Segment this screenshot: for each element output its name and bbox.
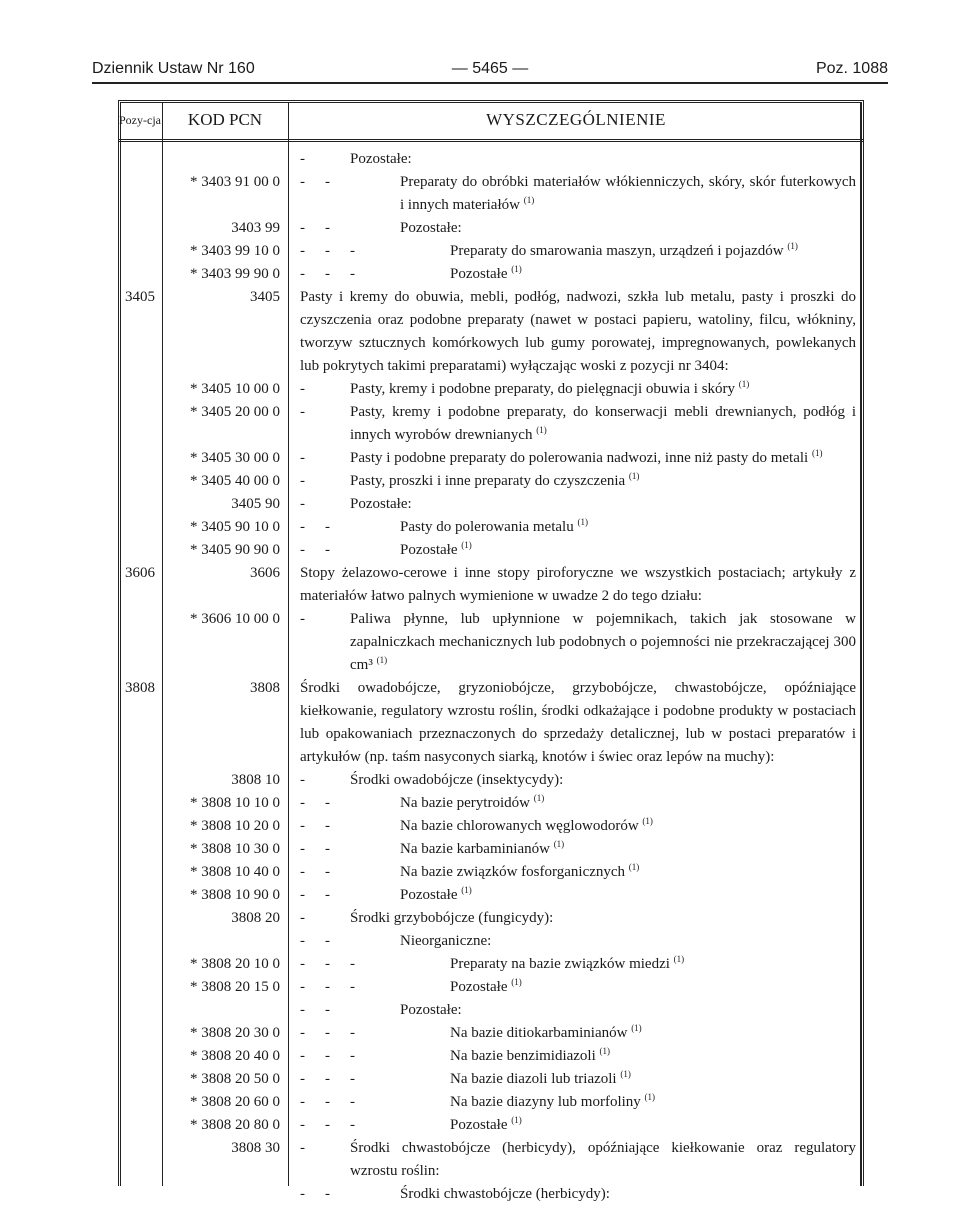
row-description-text: Preparaty do smarowania maszyn, urządzeń i pojazdów (450, 243, 784, 259)
footnote-marker: (1) (511, 1115, 522, 1125)
indent-dashes: - - - (300, 266, 355, 282)
row-code: * 3808 10 40 0 (190, 864, 280, 880)
row-description-text: Na bazie benzimidiazoli (450, 1048, 596, 1064)
row-code: * 3405 90 90 0 (190, 542, 280, 558)
table-row (0, 539, 960, 562)
row-description (350, 378, 856, 401)
header-rule (92, 82, 888, 84)
table-row (0, 562, 960, 608)
row-code: * 3808 20 30 0 (190, 1025, 280, 1041)
row-description-text: Pozostałe (450, 1117, 508, 1133)
footnote-marker: (1) (738, 379, 750, 389)
row-description-text: Na bazie chlorowanych węglowodorów (400, 818, 639, 834)
table-row (0, 401, 960, 447)
row-description (350, 493, 856, 516)
row-code: * 3808 10 30 0 (190, 841, 280, 857)
row-description (400, 930, 856, 953)
row-description (400, 815, 856, 838)
footnote-marker: (1) (599, 1046, 611, 1056)
row-description (400, 1183, 856, 1206)
row-code: * 3606 10 00 0 (190, 611, 280, 627)
table-row (0, 861, 960, 884)
column-header-position: Pozy-cja (118, 100, 162, 142)
indent-dashes: - - (300, 174, 330, 190)
footnote-marker: (1) (620, 1069, 631, 1079)
footnote-marker: (1) (536, 425, 547, 435)
indent-dashes: - - (300, 841, 330, 857)
page-header (92, 60, 888, 84)
row-description-text: Pasty, kremy i podobne preparaty, do pielęgnacji obuwia i skóry (350, 381, 736, 397)
row-description-text: Pozostałe (450, 266, 508, 282)
table-row (0, 999, 960, 1022)
table-row (0, 493, 960, 516)
row-description-text: Środki owadobójcze (insektycydy): (350, 772, 564, 788)
table-row (0, 148, 960, 171)
row-code: 3403 99 (231, 220, 280, 236)
row-description (400, 999, 856, 1022)
row-code: 3405 90 (231, 496, 280, 512)
row-description (400, 516, 856, 539)
table-row (0, 976, 960, 999)
indent-dashes: - - (300, 864, 330, 880)
row-description (350, 769, 856, 792)
row-code: 3606 (250, 565, 280, 581)
table-row (0, 516, 960, 539)
row-code: 3808 (250, 680, 280, 696)
table-row (0, 1137, 960, 1183)
row-description-text: Środki grzybobójcze (fungicydy): (350, 910, 554, 926)
row-code: * 3403 99 90 0 (190, 266, 280, 282)
table-row (0, 769, 960, 792)
indent-dashes: - - (300, 1186, 330, 1202)
row-description-text: Pozostałe (450, 979, 508, 995)
row-description (450, 976, 856, 999)
row-code: * 3405 30 00 0 (190, 450, 280, 466)
row-code: * 3808 20 50 0 (190, 1071, 280, 1087)
footnote-marker: (1) (461, 540, 472, 550)
row-description (450, 1114, 856, 1137)
footnote-marker: (1) (787, 241, 798, 251)
row-description (450, 263, 856, 286)
row-code: 3808 20 (231, 910, 280, 926)
indent-dashes: - (300, 151, 305, 167)
row-code: * 3808 20 40 0 (190, 1048, 280, 1064)
row-code: * 3405 40 00 0 (190, 473, 280, 489)
row-description (350, 907, 856, 930)
row-description-text: Pasty, proszki i inne preparaty do czyszczenia (350, 473, 626, 489)
footnote-marker: (1) (511, 977, 522, 987)
indent-dashes: - (300, 473, 305, 489)
indent-dashes: - - - (300, 1071, 355, 1087)
footnote-marker: (1) (461, 885, 472, 895)
row-description (300, 562, 856, 608)
row-description-text: Pasty, kremy i podobne preparaty, do konserwacji mebli drewnianych, podłóg i innych wyrobów drewnianych (350, 404, 856, 443)
indent-dashes: - - (300, 1002, 330, 1018)
row-description-text: Pozostałe: (400, 1002, 462, 1018)
indent-dashes: - - (300, 220, 330, 236)
indent-dashes: - - - (300, 1025, 355, 1041)
row-description (400, 838, 856, 861)
row-description-text: Nieorganiczne: (400, 933, 492, 949)
row-description (400, 861, 856, 884)
table-row (0, 884, 960, 907)
row-code: * 3808 20 15 0 (190, 979, 280, 995)
column-header-description: WYSZCZEGÓLNIENIE (288, 100, 864, 142)
indent-dashes: - - - (300, 1048, 355, 1064)
row-description (400, 171, 856, 217)
row-description (350, 401, 856, 447)
page-number: — 5465 — (451, 60, 529, 77)
indent-dashes: - - (300, 933, 330, 949)
row-code: * 3808 10 10 0 (190, 795, 280, 811)
footnote-marker: (1) (577, 517, 588, 527)
position-number: Poz. 1088 (815, 60, 888, 77)
table-row (0, 470, 960, 493)
row-description-text: Środki chwastobójcze (herbicydy): (400, 1186, 610, 1202)
row-code: * 3808 20 60 0 (190, 1094, 280, 1110)
indent-dashes: - (300, 1140, 305, 1156)
footnote-marker: (1) (631, 1023, 642, 1033)
row-code: * 3808 20 10 0 (190, 956, 280, 972)
table-row (0, 378, 960, 401)
row-description-text: Pozostałe: (350, 151, 412, 167)
table-row (0, 240, 960, 263)
footnote-marker: (1) (533, 793, 545, 803)
row-description (400, 792, 856, 815)
row-code: * 3808 10 90 0 (190, 887, 280, 903)
row-description (450, 1068, 856, 1091)
row-description-text: Pasty i kremy do obuwia, mebli, podłóg, nadwozi, szkła lub metalu, pasty i proszki do czyszczenia oraz podobne preparaty (nawet w postaci papieru, watoliny, filcu, włókniny, tworzyw sztucznych komórkowych lub gumy porowatej, impregnowanych, powlekanych lub pokrytych takimi preparatami) wyłączając woski z pozycji nr 3404: (300, 289, 856, 374)
indent-dashes: - - (300, 519, 330, 535)
indent-dashes: - (300, 404, 305, 420)
row-description (300, 677, 856, 769)
row-description (350, 470, 856, 493)
table-row (0, 286, 960, 378)
row-description (400, 539, 856, 562)
table-row (0, 792, 960, 815)
footnote-marker: (1) (811, 448, 823, 458)
indent-dashes: - (300, 450, 305, 466)
row-description-text: Na bazie ditiokarbaminianów (450, 1025, 628, 1041)
table-row (0, 1091, 960, 1114)
table-row (0, 1183, 960, 1206)
row-description-text: Środki chwastobójcze (herbicydy), opóźniające kiełkowanie oraz regulatory wzrostu roślin: (350, 1140, 856, 1179)
table-row (0, 1045, 960, 1068)
row-code: * 3403 91 00 0 (190, 174, 280, 190)
row-description-text: Na bazie związków fosforganicznych (400, 864, 626, 880)
footnote-marker: (1) (553, 839, 565, 849)
indent-dashes: - (300, 772, 305, 788)
row-code: * 3403 99 10 0 (190, 243, 280, 259)
table-row (0, 217, 960, 240)
footnote-marker: (1) (523, 195, 535, 205)
row-description (450, 1022, 856, 1045)
indent-dashes: - - (300, 795, 330, 811)
table-row (0, 1068, 960, 1091)
row-description (400, 884, 856, 907)
row-description-text: Na bazie diazoli lub triazoli (450, 1071, 617, 1087)
indent-dashes: - (300, 496, 305, 512)
row-description (400, 217, 856, 240)
row-description-text: Na bazie perytroidów (400, 795, 530, 811)
row-description-text: Pasty do polerowania metalu (400, 519, 574, 535)
footnote-marker: (1) (376, 655, 388, 665)
row-description-text: Preparaty do obróbki materiałów włókienniczych, skóry, skór futerkowych i innych materiałów (400, 174, 856, 213)
row-description (350, 1137, 856, 1183)
indent-dashes: - - - (300, 1094, 355, 1110)
indent-dashes: - - - (300, 243, 355, 259)
table-row (0, 1022, 960, 1045)
row-description-text: Pozostałe: (350, 496, 412, 512)
indent-dashes: - - - (300, 1117, 355, 1133)
footnote-marker: (1) (628, 862, 640, 872)
row-code: 3808 30 (231, 1140, 280, 1156)
row-description-text: Pozostałe (400, 887, 458, 903)
table-row (0, 930, 960, 953)
row-code: * 3808 10 20 0 (190, 818, 280, 834)
table-row (0, 953, 960, 976)
row-description-text: Pozostałe (400, 542, 458, 558)
table-row (0, 171, 960, 217)
indent-dashes: - - (300, 542, 330, 558)
indent-dashes: - - (300, 887, 330, 903)
row-position: 3808 (125, 680, 155, 696)
row-position: 3405 (125, 289, 155, 305)
table-row (0, 608, 960, 677)
footnote-marker: (1) (673, 954, 685, 964)
row-description-text: Pasty i podobne preparaty do polerowania nadwozi, inne niż pasty do metali (350, 450, 809, 466)
journal-title: Dziennik Ustaw Nr 160 (92, 60, 255, 77)
row-position: 3606 (125, 565, 155, 581)
indent-dashes: - (300, 910, 305, 926)
row-description-text: Preparaty na bazie związków miedzi (450, 956, 670, 972)
row-description-text: Paliwa płynne, lub upłynnione w pojemnikach, takich jak stosowane w zapalniczkach mechanicznych lub podobnych o pojemności nie przekraczającej 300 cm³ (350, 611, 856, 673)
row-code: * 3405 20 00 0 (190, 404, 280, 420)
indent-dashes: - - (300, 818, 330, 834)
column-header-code: KOD PCN (162, 100, 288, 142)
row-code: 3405 (250, 289, 280, 305)
row-description-text: Środki owadobójcze, gryzoniobójcze, grzybobójcze, chwastobójcze, opóźniające kiełkowanie, regulatory wzrostu roślin, środki odkażające i podobne produkty w postaciach lub opakowaniach przeznaczonych do sprzedaży detalicznej, lub w postaci preparatów i artykułów (np. taśm nasyconych siarką, knotów i świec oraz lepów na muchy): (300, 680, 856, 765)
row-description (350, 608, 856, 677)
footnote-marker: (1) (628, 471, 640, 481)
row-code: * 3808 20 80 0 (190, 1117, 280, 1133)
row-code: * 3405 90 10 0 (190, 519, 280, 535)
row-description (350, 148, 856, 171)
table-row (0, 677, 960, 769)
table-row (0, 447, 960, 470)
row-description-text: Na bazie karbaminianów (400, 841, 550, 857)
footnote-marker: (1) (511, 264, 522, 274)
table-row (0, 263, 960, 286)
row-description-text: Na bazie diazyny lub morfoliny (450, 1094, 641, 1110)
indent-dashes: - - - (300, 979, 355, 995)
indent-dashes: - (300, 381, 305, 397)
table-row (0, 1114, 960, 1137)
footnote-marker: (1) (644, 1092, 656, 1102)
footnote-marker: (1) (642, 816, 653, 826)
row-description-text: Stopy żelazowo-cerowe i inne stopy piroforyczne we wszystkich postaciach; artykuły z materiałów łatwo palnych wymienione w uwadze 2 do tego działu: (300, 565, 856, 604)
row-description (450, 1091, 856, 1114)
row-code: * 3405 10 00 0 (190, 381, 280, 397)
table-row (0, 815, 960, 838)
indent-dashes: - - - (300, 956, 355, 972)
row-description (450, 240, 856, 263)
indent-dashes: - (300, 611, 305, 627)
table-row (0, 838, 960, 861)
table-row (0, 907, 960, 930)
row-code: 3808 10 (231, 772, 280, 788)
row-description-text: Pozostałe: (400, 220, 462, 236)
row-description (450, 953, 856, 976)
row-description (450, 1045, 856, 1068)
table-body (0, 148, 960, 1206)
row-description (300, 286, 856, 378)
row-description (350, 447, 856, 470)
